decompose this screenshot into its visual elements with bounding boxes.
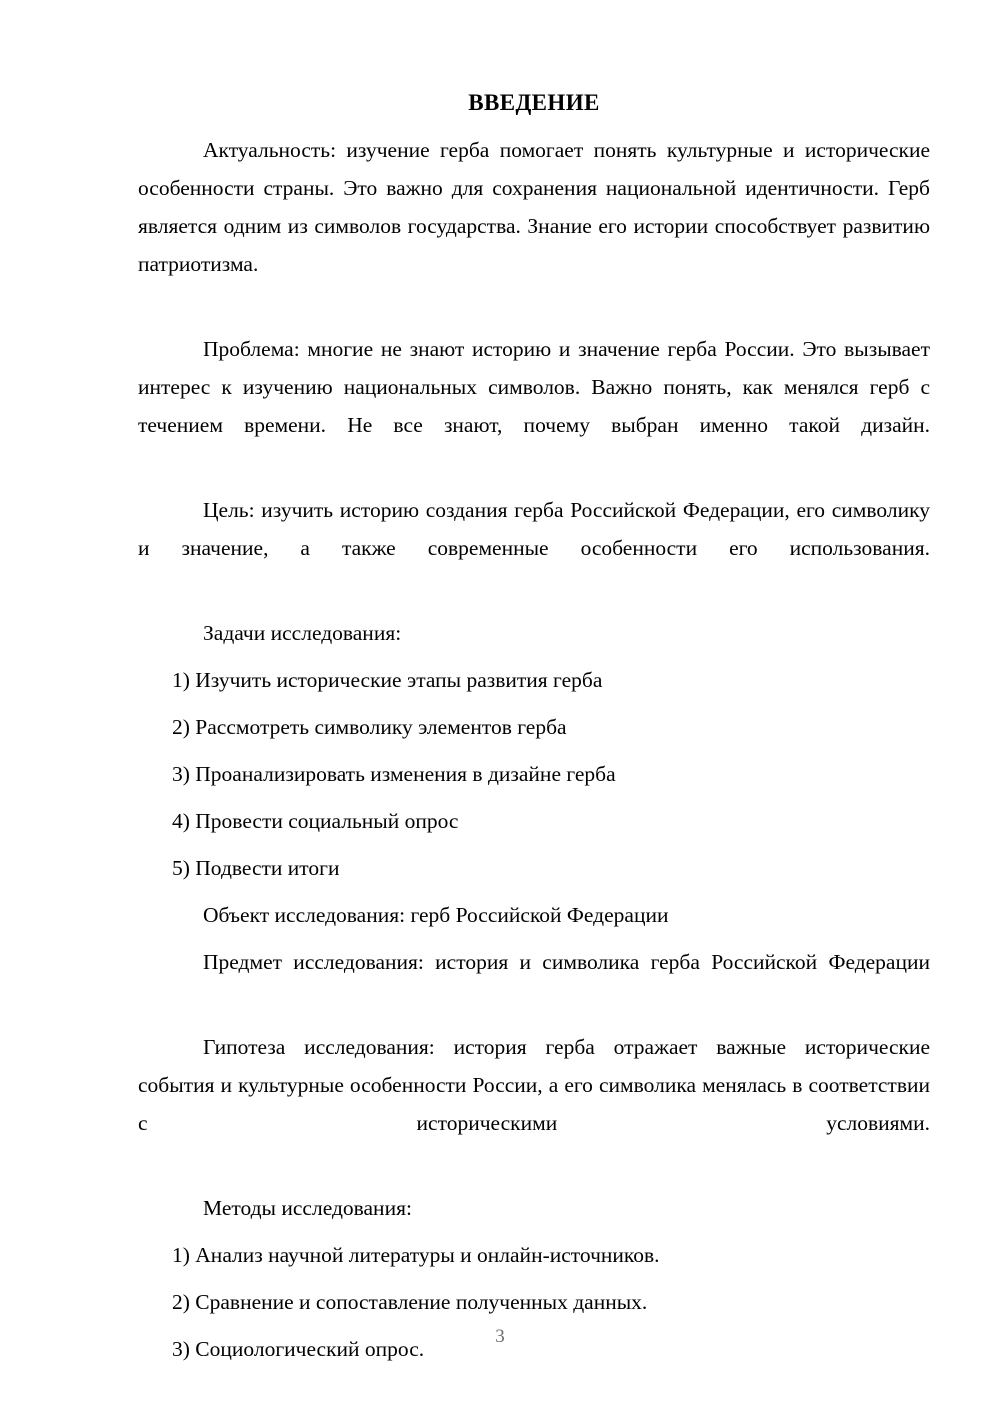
page-number: 3 — [495, 1326, 505, 1347]
list-item: 5) Подвести итоги — [172, 855, 340, 880]
methods-list — [138, 1236, 930, 1368]
paragraph-problem: Проблема: многие не знают историю и значение герба России. Это вызывает интерес к изучению национальных символов. Важно понять, как менялся герб с течением времени. Не все знают, почему выбран именно такой дизайн. — [138, 336, 930, 437]
list-item: 2) Рассмотреть символику элементов герба — [172, 714, 567, 739]
list-item: 1) Изучить исторические этапы развития герба — [172, 667, 603, 692]
heading-tasks: Задачи исследования: — [203, 620, 402, 645]
page-title: ВВЕДЕНИЕ — [468, 90, 600, 115]
paragraph-hypothesis: Гипотеза исследования: история герба отражает важные исторические события и культурные особенности России, а его символика менялась в соответствии с историческими условиями. — [138, 1034, 930, 1135]
list-item: 3) Социологический опрос. — [172, 1336, 425, 1361]
page-content — [138, 86, 930, 1377]
paragraph-goal: Цель: изучить историю создания герба Российской Федерации, его символику и значение, а также современные особенности его использования. — [138, 497, 930, 560]
list-item: 3) Проанализировать изменения в дизайне герба — [172, 761, 616, 786]
list-item: 4) Провести социальный опрос — [172, 808, 459, 833]
list-item: 1) Анализ научной литературы и онлайн-источников. — [172, 1242, 660, 1267]
paragraph-object: Объект исследования: герб Российской Федерации — [203, 902, 669, 927]
paragraph-relevance: Актуальность: изучение герба помогает понять культурные и исторические особенности страны. Это важно для сохранения национальной идентичности. Герб является одним из символов государства. Знание его истории способствует развитию патриотизма. — [138, 137, 930, 276]
heading-methods: Методы исследования: — [203, 1195, 412, 1220]
list-item: 2) Сравнение и сопоставление полученных данных. — [172, 1289, 648, 1314]
paragraph-subject: Предмет исследования: история и символика герба Российской Федерации — [203, 949, 930, 974]
tasks-list — [138, 661, 930, 887]
